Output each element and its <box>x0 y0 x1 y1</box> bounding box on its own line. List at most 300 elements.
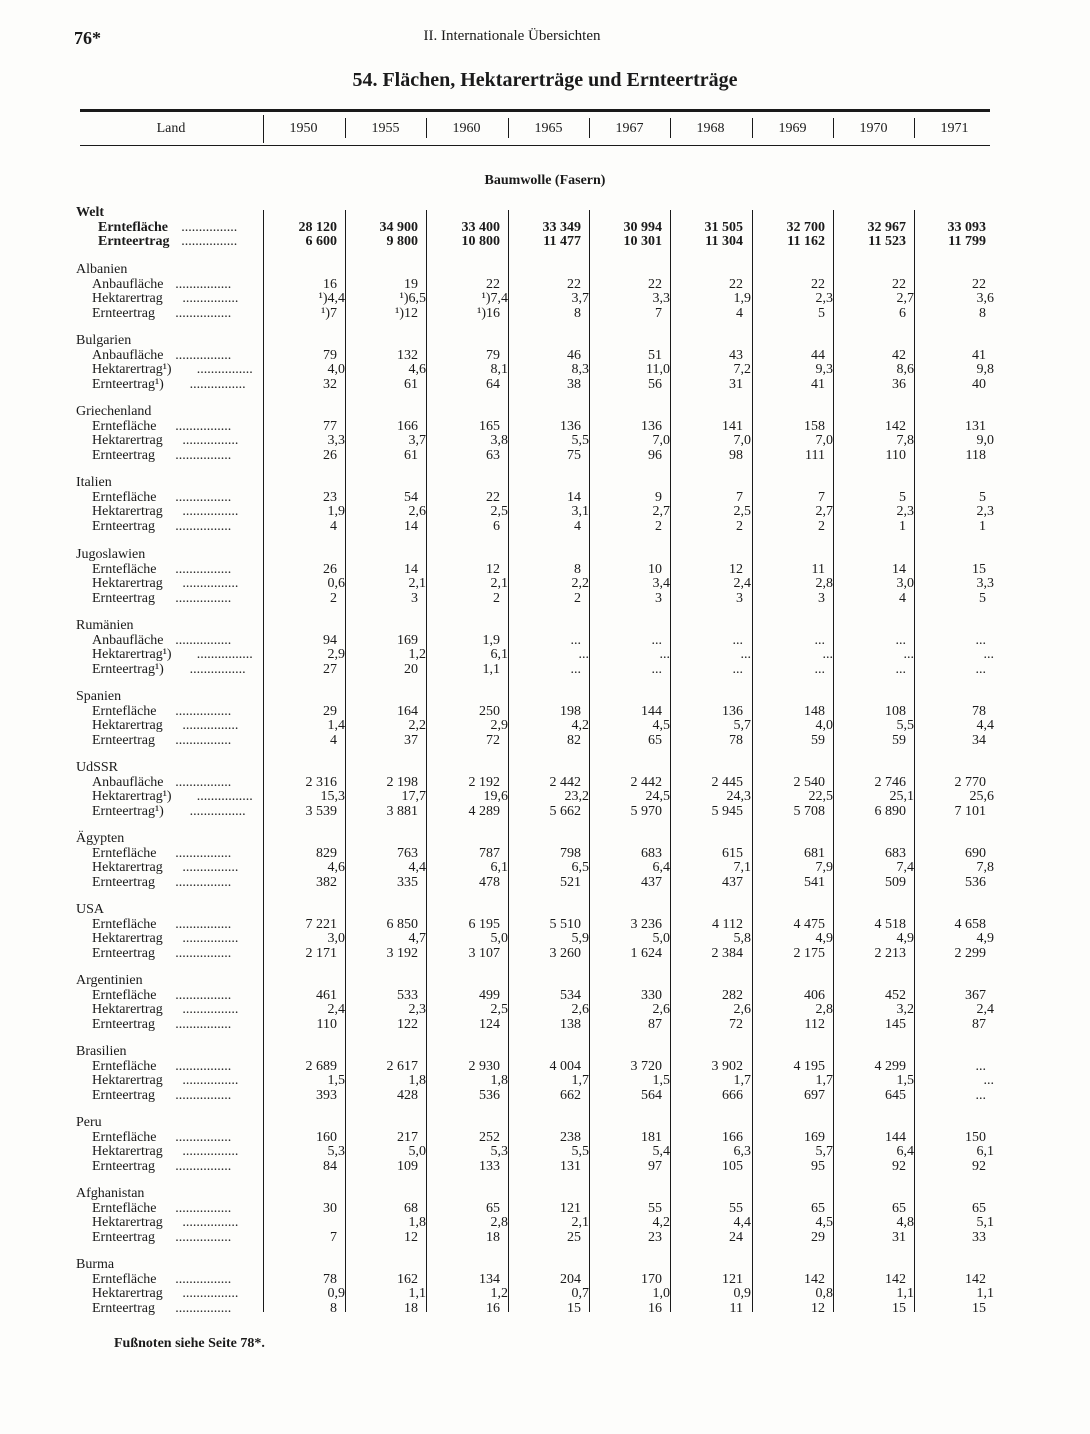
table-cell: 158 <box>804 418 825 434</box>
table-cell: 82 <box>567 732 581 748</box>
table-cell: 7,9 <box>815 860 833 875</box>
header-divider <box>914 118 915 138</box>
leader-dots: ................ <box>182 433 239 448</box>
table-cell: 12 <box>486 561 500 577</box>
table-cell: 1,8 <box>490 1073 508 1088</box>
table-cell: 2,1 <box>408 576 426 591</box>
table-cell: 681 <box>804 845 825 861</box>
row-label: Ernteertrag <box>92 518 155 534</box>
table-cell: 3 107 <box>468 945 500 961</box>
table-cell: 2 384 <box>711 945 743 961</box>
table-cell: 4 <box>330 732 337 748</box>
leader-dots: ................ <box>175 845 232 861</box>
country-name: Brasilien <box>76 1044 127 1059</box>
table-cell: 136 <box>641 418 662 434</box>
table-cell: 5 970 <box>630 803 662 819</box>
leader-dots: ................ <box>182 291 239 306</box>
row-label: Hektarertrag <box>92 1002 163 1017</box>
table-cell: 3,0 <box>896 576 914 591</box>
table-cell: 683 <box>641 845 662 861</box>
row-label: Erntefläche <box>92 489 157 505</box>
table-cell: 4,5 <box>815 1215 833 1230</box>
table-cell: 31 505 <box>704 219 743 235</box>
table-cell: 26 <box>323 561 337 577</box>
table-cell: 1,1 <box>482 661 500 677</box>
table-cell: 2,8 <box>815 1002 833 1017</box>
table-cell: 63 <box>486 447 500 463</box>
section-title: Baumwolle (Fasern) <box>484 173 606 188</box>
table-cell: 38 <box>567 376 581 392</box>
table-cell: 16 <box>648 1300 662 1316</box>
table-cell: 5,5 <box>896 718 914 733</box>
table-cell: 4 658 <box>954 916 986 932</box>
table-cell: 2 689 <box>305 1058 337 1074</box>
row-label: Ernteertrag <box>92 732 155 748</box>
table-cell: 75 <box>567 447 581 463</box>
row-label: Erntefläche <box>92 1058 157 1074</box>
table-cell: 3 539 <box>305 803 337 819</box>
table-cell: 25,6 <box>969 789 994 804</box>
leader-dots: ................ <box>175 945 232 961</box>
table-cell: 2,1 <box>571 1215 589 1230</box>
table-cell: 78 <box>323 1271 337 1287</box>
table-cell: 14 <box>404 561 418 577</box>
leader-dots: ................ <box>182 1215 239 1230</box>
table-cell: 136 <box>722 703 743 719</box>
table-cell: 9,0 <box>976 433 994 448</box>
row-label: Ernteertrag¹) <box>92 661 164 677</box>
table-cell: 24,3 <box>726 789 751 804</box>
header-bottom-rule <box>80 145 990 146</box>
table-cell: 11 304 <box>705 234 743 249</box>
table-cell: 2,5 <box>733 504 751 519</box>
table-cell: 15 <box>972 1300 986 1316</box>
table-cell: 2,4 <box>976 1002 994 1017</box>
table-cell: 144 <box>641 703 662 719</box>
table-cell: 9,8 <box>976 362 994 377</box>
table-cell: 4 004 <box>549 1058 581 1074</box>
table-cell: 22 <box>486 489 500 505</box>
table-cell: ... <box>814 632 825 648</box>
table-cell: 2 <box>818 518 825 534</box>
table-cell: 110 <box>885 447 906 463</box>
table-cell: 33 093 <box>947 219 986 235</box>
country-name: UdSSR <box>76 760 119 775</box>
leader-dots: ................ <box>175 1300 232 1316</box>
leader-dots: ................ <box>175 1016 232 1032</box>
header-divider <box>345 118 346 138</box>
table-cell: 6,1 <box>490 860 508 875</box>
table-cell: 2 299 <box>954 945 986 961</box>
table-cell: 6 <box>899 305 906 321</box>
table-cell: 78 <box>972 703 986 719</box>
leader-dots: ................ <box>175 418 232 434</box>
table-cell: 94 <box>323 632 337 648</box>
table-cell: ... <box>895 661 906 677</box>
table-cell: 41 <box>972 347 986 363</box>
table-cell: 4,4 <box>408 860 426 875</box>
table-cell: 0,7 <box>571 1286 589 1301</box>
table-cell: 787 <box>479 845 500 861</box>
table-cell: 98 <box>729 447 743 463</box>
table-cell: 56 <box>648 376 662 392</box>
table-cell: ... <box>740 647 751 662</box>
table-cell: 690 <box>965 845 986 861</box>
leader-dots: ................ <box>182 860 239 875</box>
table-cell: 32 700 <box>786 219 825 235</box>
table-cell: 87 <box>648 1016 662 1032</box>
table-cell: 2 175 <box>793 945 825 961</box>
table-cell: 4,9 <box>896 931 914 946</box>
table-cell: 2,9 <box>327 647 345 662</box>
table-cell: 1,9 <box>327 504 345 519</box>
table-cell: 7 <box>736 489 743 505</box>
leader-dots: ................ <box>175 1200 232 1216</box>
leader-dots: ................ <box>175 347 232 363</box>
table-cell: ... <box>578 647 589 662</box>
table-cell: 14 <box>567 489 581 505</box>
leader-dots: ................ <box>189 376 246 392</box>
row-label: Hektarertrag¹) <box>92 789 172 804</box>
table-cell: 798 <box>560 845 581 861</box>
table-cell: 7 <box>818 489 825 505</box>
year-header: 1970 <box>859 121 888 136</box>
table-cell: 7,8 <box>896 433 914 448</box>
table-cell: 4,6 <box>408 362 426 377</box>
table-cell: 645 <box>885 1087 906 1103</box>
leader-dots: ................ <box>175 732 232 748</box>
table-cell: 68 <box>404 1200 418 1216</box>
row-label: Ernteertrag <box>92 1300 155 1316</box>
table-cell: 59 <box>811 732 825 748</box>
table-cell: 4 195 <box>793 1058 825 1074</box>
table-cell: 2 198 <box>386 774 418 790</box>
table-cell: 5 <box>979 489 986 505</box>
table-cell: 6 <box>493 518 500 534</box>
table-cell: 8,1 <box>490 362 508 377</box>
table-cell: 12 <box>404 1229 418 1245</box>
leader-dots: ................ <box>175 1087 232 1103</box>
table-cell: 452 <box>885 987 906 1003</box>
table-cell: 24,5 <box>645 789 670 804</box>
table-cell: 5,3 <box>490 1144 508 1159</box>
table-cell: 78 <box>729 732 743 748</box>
table-cell: 122 <box>397 1016 418 1032</box>
table-cell: ... <box>659 647 670 662</box>
table-cell: 4,4 <box>733 1215 751 1230</box>
leader-dots: ................ <box>182 1286 239 1301</box>
table-cell: 23 <box>648 1229 662 1245</box>
table-cell: ¹)6,5 <box>399 291 426 306</box>
table-cell: 3,4 <box>652 576 670 591</box>
table-cell: ¹)7,4 <box>481 291 508 306</box>
table-cell: 92 <box>972 1158 986 1174</box>
country-name: Argentinien <box>76 973 143 988</box>
table-cell: 54 <box>404 489 418 505</box>
table-cell: 105 <box>722 1158 743 1174</box>
country-name: Spanien <box>76 689 122 704</box>
table-cell: 121 <box>560 1200 581 1216</box>
table-cell: 2 746 <box>874 774 906 790</box>
table-cell: 14 <box>892 561 906 577</box>
table-cell: 1,1 <box>896 1286 914 1301</box>
leader-dots: ................ <box>175 1229 232 1245</box>
table-cell: 4,8 <box>896 1215 914 1230</box>
row-label: Erntefläche <box>92 703 157 719</box>
table-cell: 92 <box>892 1158 906 1174</box>
table-cell: 6 195 <box>468 916 500 932</box>
table-cell: 118 <box>965 447 986 463</box>
leader-dots: ................ <box>182 576 239 591</box>
table-cell: 11,0 <box>646 362 670 377</box>
table-cell: 144 <box>885 1129 906 1145</box>
country-name: Jugoslawien <box>76 547 146 562</box>
leader-dots: ................ <box>175 276 232 292</box>
table-cell: 1 624 <box>630 945 662 961</box>
table-cell: 9 800 <box>386 234 418 249</box>
row-label: Anbaufläche <box>92 276 164 292</box>
table-cell: ... <box>651 661 662 677</box>
table-cell: 2,9 <box>490 718 508 733</box>
table-cell: 16 <box>486 1300 500 1316</box>
table-cell: 1,8 <box>408 1073 426 1088</box>
column-divider <box>670 210 671 1312</box>
table-cell: 217 <box>397 1129 418 1145</box>
table-cell: 5,1 <box>976 1215 994 1230</box>
leader-dots: ................ <box>182 718 239 733</box>
table-cell: ¹)16 <box>477 305 500 321</box>
table-cell: 112 <box>804 1016 825 1032</box>
table-cell: 44 <box>811 347 825 363</box>
table-cell: 4 289 <box>468 803 500 819</box>
leader-dots: ................ <box>175 987 232 1003</box>
table-cell: 8 <box>574 561 581 577</box>
column-divider <box>914 210 915 1312</box>
country-name: Bulgarien <box>76 333 132 348</box>
row-label: Ernteertrag <box>92 1158 155 1174</box>
row-label: Erntefläche <box>92 845 157 861</box>
row-label: Erntefläche <box>92 916 157 932</box>
table-cell: 3,2 <box>896 1002 914 1017</box>
table-cell: 15 <box>972 561 986 577</box>
row-label: Ernteertrag <box>92 590 155 606</box>
table-cell: 4 <box>899 590 906 606</box>
table-cell: 7 <box>330 1229 337 1245</box>
table-cell: 6 600 <box>305 234 337 249</box>
table-cell: 23,2 <box>564 789 589 804</box>
table-cell: 3,7 <box>408 433 426 448</box>
table-cell: 393 <box>316 1087 337 1103</box>
leader-dots: ................ <box>182 1073 239 1088</box>
leader-dots: ................ <box>196 362 253 377</box>
row-label: Anbaufläche <box>92 347 164 363</box>
table-cell: 124 <box>479 1016 500 1032</box>
table-cell: 33 <box>972 1229 986 1245</box>
column-divider <box>589 210 590 1312</box>
table-cell: 55 <box>648 1200 662 1216</box>
column-divider <box>508 210 509 1312</box>
table-cell: 42 <box>892 347 906 363</box>
table-cell: 533 <box>397 987 418 1003</box>
table-cell: 7 221 <box>305 916 337 932</box>
table-cell: 11 523 <box>868 234 906 249</box>
table-cell: 5,4 <box>652 1144 670 1159</box>
table-cell: 662 <box>560 1087 581 1103</box>
table-cell: 0,9 <box>733 1286 751 1301</box>
leader-dots: ................ <box>189 803 246 819</box>
table-cell: 3,6 <box>976 291 994 306</box>
table-cell: 4 <box>330 518 337 534</box>
table-cell: 4 299 <box>874 1058 906 1074</box>
row-label: Ernteertrag¹) <box>92 376 164 392</box>
table-cell: 5,9 <box>571 931 589 946</box>
table-cell: 330 <box>641 987 662 1003</box>
table-cell: ... <box>975 1058 986 1074</box>
row-label: Hektarertrag <box>92 718 163 733</box>
table-cell: 7 <box>655 305 662 321</box>
leader-dots: ................ <box>175 1158 232 1174</box>
table-cell: 131 <box>965 418 986 434</box>
table-cell: 666 <box>722 1087 743 1103</box>
table-cell: 22 <box>892 276 906 292</box>
table-cell: ... <box>570 632 581 648</box>
table-cell: 5 <box>899 489 906 505</box>
table-cell: 2 <box>574 590 581 606</box>
table-cell: 9 <box>655 489 662 505</box>
table-cell: 2,6 <box>652 1002 670 1017</box>
year-header: 1971 <box>940 121 969 136</box>
table-title: 54. Flächen, Hektarerträge und Ernteerträge <box>352 69 738 91</box>
table-cell: 95 <box>811 1158 825 1174</box>
table-cell: 7,4 <box>896 860 914 875</box>
table-cell: 11 162 <box>787 234 825 249</box>
table-cell: 33 400 <box>461 219 500 235</box>
table-cell: ... <box>732 632 743 648</box>
table-cell: 536 <box>965 874 986 890</box>
row-label: Hektarertrag <box>92 931 163 946</box>
table-cell: 3,0 <box>327 931 345 946</box>
table-cell: 0,9 <box>327 1286 345 1301</box>
table-cell: 499 <box>479 987 500 1003</box>
table-cell: 43 <box>729 347 743 363</box>
row-label: Hektarertrag <box>92 504 163 519</box>
table-cell: 3 236 <box>630 916 662 932</box>
table-cell: 11 <box>811 561 825 577</box>
table-cell: 32 967 <box>867 219 906 235</box>
column-divider <box>833 210 834 1312</box>
table-cell: 17,7 <box>401 789 426 804</box>
table-cell: 478 <box>479 874 500 890</box>
table-cell: ... <box>983 647 994 662</box>
table-cell: 4,5 <box>652 718 670 733</box>
leader-dots: ................ <box>189 661 246 677</box>
table-cell: 109 <box>397 1158 418 1174</box>
table-cell: 9,3 <box>815 362 833 377</box>
table-cell: 2,3 <box>976 504 994 519</box>
table-cell: 437 <box>722 874 743 890</box>
row-label: Anbaufläche <box>92 774 164 790</box>
table-cell: 29 <box>811 1229 825 1245</box>
year-header: 1968 <box>696 121 725 136</box>
table-cell: 1,9 <box>733 291 751 306</box>
table-cell: 829 <box>316 845 337 861</box>
table-cell: 5,3 <box>327 1144 345 1159</box>
row-label: Erntefläche <box>92 561 157 577</box>
table-cell: 4,9 <box>815 931 833 946</box>
table-cell: 65 <box>972 1200 986 1216</box>
table-cell: 5,7 <box>733 718 751 733</box>
leader-dots: ................ <box>196 789 253 804</box>
table-cell: 509 <box>885 874 906 890</box>
table-cell: 22 <box>486 276 500 292</box>
leader-dots: ................ <box>175 561 232 577</box>
table-cell: 170 <box>641 1271 662 1287</box>
table-cell: 1,2 <box>490 1286 508 1301</box>
table-cell: 2 316 <box>305 774 337 790</box>
table-cell: 1,2 <box>408 647 426 662</box>
table-cell: 10 301 <box>623 234 662 249</box>
leader-dots: ................ <box>175 916 232 932</box>
table-cell: 72 <box>486 732 500 748</box>
table-cell: 3 <box>655 590 662 606</box>
table-cell: 6,1 <box>490 647 508 662</box>
table-cell: 65 <box>811 1200 825 1216</box>
table-cell: ¹)12 <box>395 305 418 321</box>
row-label: Ernteertrag <box>92 1087 155 1103</box>
row-label: Hektarertrag <box>92 860 163 875</box>
table-cell: 2 <box>736 518 743 534</box>
table-cell: 142 <box>804 1271 825 1287</box>
table-cell: 7,0 <box>733 433 751 448</box>
table-cell: 160 <box>316 1129 337 1145</box>
row-label: Hektarertrag <box>92 576 163 591</box>
table-cell: 79 <box>486 347 500 363</box>
table-cell: 166 <box>722 1129 743 1145</box>
table-cell: 564 <box>641 1087 662 1103</box>
table-cell: 31 <box>892 1229 906 1245</box>
row-label: Hektarertrag <box>92 433 163 448</box>
country-name: Afghanistan <box>76 1186 145 1201</box>
leader-dots: ................ <box>175 518 232 534</box>
table-cell: 15,3 <box>320 789 345 804</box>
table-cell: 84 <box>323 1158 337 1174</box>
table-cell: 77 <box>323 418 337 434</box>
table-cell: 25 <box>567 1229 581 1245</box>
table-cell: 10 800 <box>461 234 500 249</box>
leader-dots: ................ <box>175 489 232 505</box>
table-cell: 5,0 <box>652 931 670 946</box>
table-cell: ¹)7 <box>321 305 337 321</box>
table-cell: 1,7 <box>571 1073 589 1088</box>
row-label: Hektarertrag <box>92 1286 163 1301</box>
column-divider <box>345 210 346 1312</box>
header-divider <box>263 115 264 143</box>
table-cell: 30 <box>323 1200 337 1216</box>
table-cell: 5,5 <box>571 1144 589 1159</box>
table-cell: 250 <box>479 703 500 719</box>
year-header: 1960 <box>452 121 481 136</box>
table-cell: 6,5 <box>571 860 589 875</box>
leader-dots: ................ <box>175 1271 232 1287</box>
table-cell: 41 <box>811 376 825 392</box>
table-cell: 2,6 <box>733 1002 751 1017</box>
table-cell: 145 <box>885 1016 906 1032</box>
table-cell: 763 <box>397 845 418 861</box>
row-label: Ernteertrag <box>92 874 155 890</box>
row-label: Ernteertrag <box>92 1229 155 1245</box>
table-cell: 1,4 <box>327 718 345 733</box>
table-cell: 10 <box>648 561 662 577</box>
